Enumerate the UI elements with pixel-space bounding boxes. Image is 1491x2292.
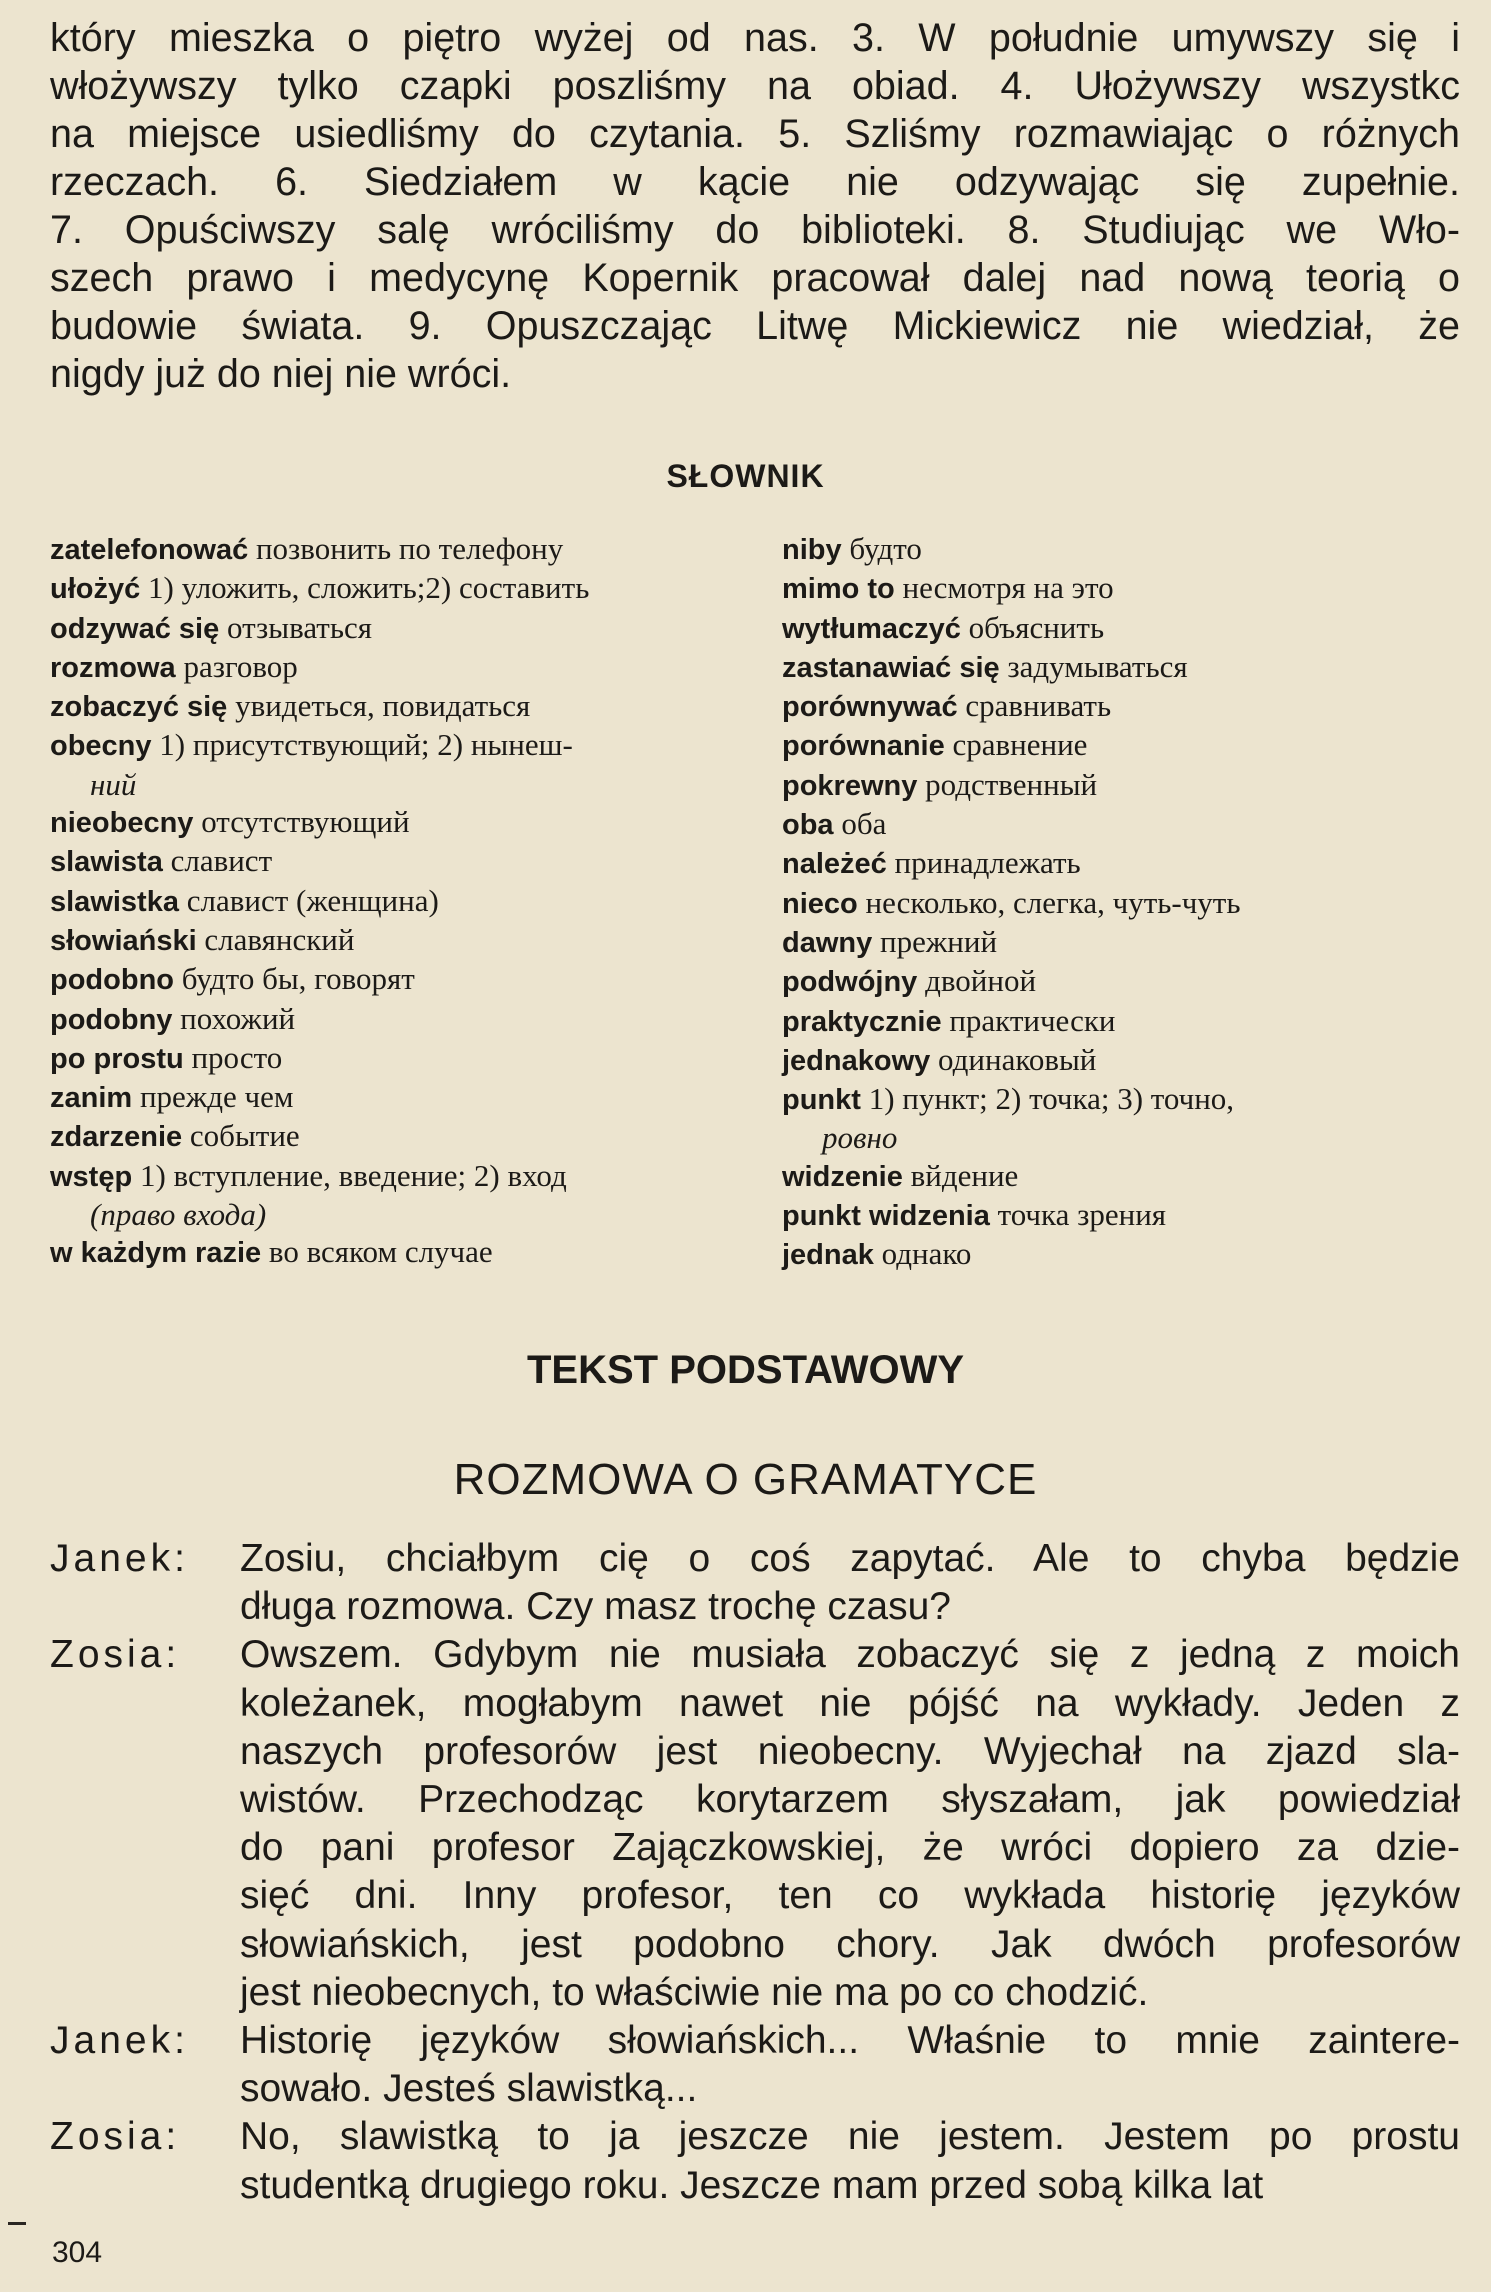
dialogue-turn bbox=[50, 2017, 1460, 2113]
vocabulary-term: slawista bbox=[50, 846, 163, 879]
speaker-name: Zosia: bbox=[50, 2115, 181, 2159]
dialogue bbox=[50, 1535, 1460, 2210]
vocabulary-translation: оба bbox=[841, 806, 887, 842]
speech-line: do pani profesor Zajączkowskiej, że wróci dopiero za dzie- bbox=[240, 1826, 1460, 1870]
vocabulary-translation: одинаковый bbox=[938, 1041, 1097, 1077]
vocabulary-translation: 1) уложить, сложить;2) составить bbox=[148, 570, 590, 606]
dialogue-turn bbox=[50, 2113, 1460, 2209]
vocabulary-entry bbox=[50, 726, 730, 765]
speaker-name: Janek: bbox=[50, 2019, 189, 2063]
vocabulary-translation: отзываться bbox=[227, 609, 372, 645]
vocabulary-term: wstęp bbox=[50, 1160, 133, 1193]
vocabulary-entry bbox=[782, 1080, 1462, 1119]
vocabulary-translation: 1) присутствующий; 2) нынеш- bbox=[159, 727, 573, 763]
vocabulary-entry bbox=[50, 803, 730, 842]
vocabulary-translation: прежний bbox=[880, 923, 998, 959]
vocabulary-translation: славист (женщина) bbox=[186, 882, 439, 918]
slownik-heading: SŁOWNIK bbox=[666, 458, 825, 494]
vocabulary-term: zobaczyć się bbox=[50, 691, 228, 724]
vocabulary-translation: позвонить по телефону bbox=[255, 531, 564, 566]
vocabulary-entry bbox=[782, 726, 1462, 765]
vocabulary-term: podobno bbox=[50, 964, 175, 997]
vocabulary-entry bbox=[782, 1196, 1462, 1235]
paragraph-line: na miejsce usiedliśmy do czytania. 5. Szliśmy rozmawiając o różnych bbox=[50, 112, 1460, 156]
speech-line: No, slawistką to ja jeszcze nie jestem. Jestem po prostu bbox=[240, 2115, 1460, 2159]
vocabulary-entry bbox=[50, 530, 730, 569]
paragraph-line: który mieszka o piętro wyżej od nas. 3. W południe umywszy się i bbox=[50, 16, 1460, 60]
vocabulary-entry bbox=[50, 1000, 730, 1039]
vocabulary-translation: разговор bbox=[183, 648, 298, 684]
vocabulary-translation: будто бы, говорят bbox=[181, 961, 415, 997]
vocabulary-term: zatelefonować bbox=[50, 534, 249, 566]
speech-line: Historię języków słowiańskich... Właśnie to mnie zaintere- bbox=[240, 2019, 1460, 2063]
speech-text bbox=[240, 2113, 1460, 2209]
vocabulary-term: punkt widzenia bbox=[782, 1200, 990, 1233]
vocabulary-entry bbox=[50, 1196, 730, 1233]
speech-line: sowało. Jesteś slawistką... bbox=[240, 2067, 698, 2111]
vocabulary-translation: славянский bbox=[204, 921, 355, 957]
vocabulary-term: odzywać się bbox=[50, 612, 220, 645]
speech-line: Owszem. Gdybym nie musiała zobaczyć się z jedną z moich bbox=[240, 1633, 1460, 1677]
vocabulary-translation: отсутствующий bbox=[201, 804, 410, 840]
vocabulary-translation: событие bbox=[189, 1118, 300, 1154]
vocabulary-entry bbox=[782, 1041, 1462, 1080]
speech-line: jest nieobecnych, to właściwie nie ma po co chodzić. bbox=[240, 1970, 1149, 2014]
vocabulary-entry bbox=[782, 648, 1462, 687]
vocabulary-translation: точка зрения bbox=[997, 1197, 1167, 1233]
vocabulary-entry bbox=[50, 1233, 730, 1272]
vocabulary-entry bbox=[50, 609, 730, 648]
vocabulary-term: nieobecny bbox=[50, 807, 194, 840]
vocabulary-entry bbox=[782, 844, 1462, 883]
vocabulary-translation: вйдение bbox=[910, 1157, 1019, 1193]
vocabulary-entry bbox=[782, 1157, 1462, 1196]
vocabulary-translation: несмотря на это bbox=[902, 570, 1114, 606]
vocabulary-entry bbox=[782, 1119, 1462, 1156]
vocabulary-translation: сравнение bbox=[952, 727, 1088, 763]
margin-mark bbox=[8, 2222, 26, 2225]
vocabulary-entry bbox=[50, 1078, 730, 1117]
vocabulary-term: jednak bbox=[782, 1239, 874, 1272]
speech-text bbox=[240, 1535, 1460, 1631]
vocabulary-term: porównywać bbox=[782, 691, 958, 724]
vocabulary-translation: будто bbox=[849, 531, 922, 566]
vocabulary-term: podobny bbox=[50, 1003, 173, 1036]
speech-line: koleżanek, mogłabym nawet nie pójść na wykłady. Jeden z bbox=[240, 1681, 1460, 1725]
vocabulary-entry bbox=[50, 882, 730, 921]
speech-line: Zosiu, chciałbym cię o coś zapytać. Ale to chyba będzie bbox=[240, 1537, 1460, 1580]
rozmowa-title: ROZMOWA O GRAMATYCE bbox=[453, 1455, 1038, 1504]
speech-line: studentką drugiego roku. Jeszcze mam przed sobą kilka lat bbox=[240, 2163, 1264, 2207]
vocabulary-term: obecny bbox=[50, 730, 152, 763]
vocabulary-translation: ний bbox=[90, 766, 137, 802]
vocabulary-entry bbox=[782, 962, 1462, 1001]
vocabulary-translation: двойной bbox=[925, 963, 1037, 999]
vocabulary-entry bbox=[50, 960, 730, 999]
vocabulary-entry bbox=[782, 530, 1462, 569]
vocabulary-entry bbox=[782, 609, 1462, 648]
paragraph-line: nigdy już do niej nie wróci. bbox=[50, 352, 512, 396]
vocabulary-term: w każdym razie bbox=[50, 1237, 262, 1270]
vocabulary-term: zdarzenie bbox=[50, 1121, 183, 1154]
exercise-answers-paragraph bbox=[50, 14, 1460, 398]
paragraph-line: włożywszy tylko czapki poszliśmy na obiad. 4. Ułożywszy wszystkc bbox=[50, 64, 1460, 108]
vocabulary-translation: задумываться bbox=[1007, 648, 1188, 684]
vocabulary-term: jednakowy bbox=[782, 1044, 931, 1077]
speech-line: słowiańskich, jest podobno chory. Jak dwóch profesorów bbox=[240, 1922, 1460, 1966]
vocabulary-entry bbox=[50, 648, 730, 687]
vocabulary-entry bbox=[50, 1157, 730, 1196]
vocabulary-entry bbox=[50, 1039, 730, 1078]
vocabulary-term: widzenie bbox=[782, 1160, 903, 1193]
vocabulary-term: ułożyć bbox=[50, 573, 141, 606]
vocabulary-term: słowiański bbox=[50, 924, 197, 957]
vocabulary-entry bbox=[50, 687, 730, 726]
paragraph-line: budowie świata. 9. Opuszczając Litwę Mickiewicz nie wiedział, że bbox=[50, 304, 1460, 348]
vocabulary-term: slawistka bbox=[50, 885, 179, 918]
vocabulary-entry bbox=[782, 884, 1462, 923]
vocabulary-term: rozmowa bbox=[50, 651, 176, 684]
vocabulary-translation: увидеться, повидаться bbox=[235, 688, 531, 724]
vocabulary-term: dawny bbox=[782, 926, 873, 959]
vocabulary-translation: 1) вступление, введение; 2) вход bbox=[139, 1157, 567, 1193]
dialogue-turn bbox=[50, 1631, 1460, 2017]
vocabulary-entry bbox=[782, 569, 1462, 608]
speech-line: wistów. Przechodząc korytarzem słyszałam, jak powiedział bbox=[240, 1778, 1460, 1822]
vocabulary-translation: родственный bbox=[925, 766, 1098, 802]
vocabulary-translation: прежде чем bbox=[139, 1079, 294, 1115]
vocabulary-term: punkt bbox=[782, 1084, 861, 1117]
vocabulary-translation: объяснить bbox=[968, 609, 1105, 645]
paragraph-line: szech prawo i medycynę Kopernik pracował dalej nad nową teorią o bbox=[50, 256, 1460, 300]
dialogue-turn bbox=[50, 1535, 1460, 1631]
vocabulary-term: mimo to bbox=[782, 573, 895, 606]
vocabulary-entry bbox=[782, 1002, 1462, 1041]
speech-line: długa rozmowa. Czy masz trochę czasu? bbox=[240, 1585, 951, 1629]
vocabulary-entry bbox=[782, 687, 1462, 726]
vocabulary-column-right bbox=[782, 530, 1462, 1275]
vocabulary-entry bbox=[782, 1235, 1462, 1274]
vocabulary-term: należeć bbox=[782, 848, 887, 881]
vocabulary-translation: сравнивать bbox=[965, 688, 1112, 724]
page-number: 304 bbox=[52, 2236, 103, 2269]
speaker-name: Janek: bbox=[50, 1537, 189, 1580]
vocabulary-entry bbox=[782, 805, 1462, 844]
speech-text bbox=[240, 2017, 1460, 2113]
vocabulary-translation: просто bbox=[191, 1039, 283, 1075]
vocabulary-term: po prostu bbox=[50, 1042, 184, 1075]
speech-line: naszych profesorów jest nieobecny. Wyjechał na zjazd sla- bbox=[240, 1729, 1460, 1773]
vocabulary-term: podwójny bbox=[782, 966, 918, 999]
vocabulary-translation: однако bbox=[881, 1236, 972, 1272]
vocabulary-translation: практически bbox=[949, 1002, 1116, 1038]
vocabulary-term: oba bbox=[782, 809, 834, 842]
vocabulary-entry bbox=[782, 766, 1462, 805]
vocabulary-entry bbox=[50, 766, 730, 803]
vocabulary-translation: (право входа) bbox=[90, 1197, 267, 1233]
vocabulary-translation: во всяком случае bbox=[268, 1234, 493, 1270]
vocabulary-entry bbox=[50, 569, 730, 608]
vocabulary-term: porównanie bbox=[782, 730, 945, 763]
tekst-podstawowy-heading: TEKST PODSTAWOWY bbox=[526, 1348, 965, 1392]
speech-line: sięć dni. Inny profesor, ten co wykłada historię języków bbox=[240, 1874, 1460, 1918]
vocabulary-translation: славист bbox=[170, 843, 273, 879]
vocabulary-term: pokrewny bbox=[782, 769, 918, 802]
vocabulary-translation: принадлежать bbox=[894, 845, 1081, 881]
vocabulary-entry bbox=[50, 921, 730, 960]
speaker-name: Zosia: bbox=[50, 1633, 181, 1677]
vocabulary-translation: ровно bbox=[822, 1120, 898, 1156]
vocabulary-term: zanim bbox=[50, 1082, 133, 1115]
vocabulary-entry bbox=[50, 842, 730, 881]
paragraph-line: rzeczach. 6. Siedziałem w kącie nie odzywając się zupełnie. bbox=[50, 160, 1460, 204]
vocabulary-term: wytłumaczyć bbox=[782, 612, 961, 645]
paragraph-line: 7. Opuściwszy salę wróciliśmy do biblioteki. 8. Studiując we Wło- bbox=[50, 208, 1460, 252]
vocabulary-translation: похожий bbox=[180, 1000, 296, 1036]
vocabulary-term: niby bbox=[782, 534, 842, 566]
vocabulary-term: praktycznie bbox=[782, 1005, 942, 1038]
vocabulary-translation: несколько, слегка, чуть-чуть bbox=[865, 884, 1241, 920]
vocabulary-term: nieco bbox=[782, 887, 858, 920]
speech-text bbox=[240, 1631, 1460, 2017]
vocabulary-term: zastanawiać się bbox=[782, 651, 1000, 684]
vocabulary-entry bbox=[50, 1117, 730, 1156]
vocabulary-translation: 1) пункт; 2) точка; 3) точно, bbox=[868, 1081, 1235, 1117]
vocabulary-entry bbox=[782, 923, 1462, 962]
vocabulary-column-left bbox=[50, 530, 730, 1273]
